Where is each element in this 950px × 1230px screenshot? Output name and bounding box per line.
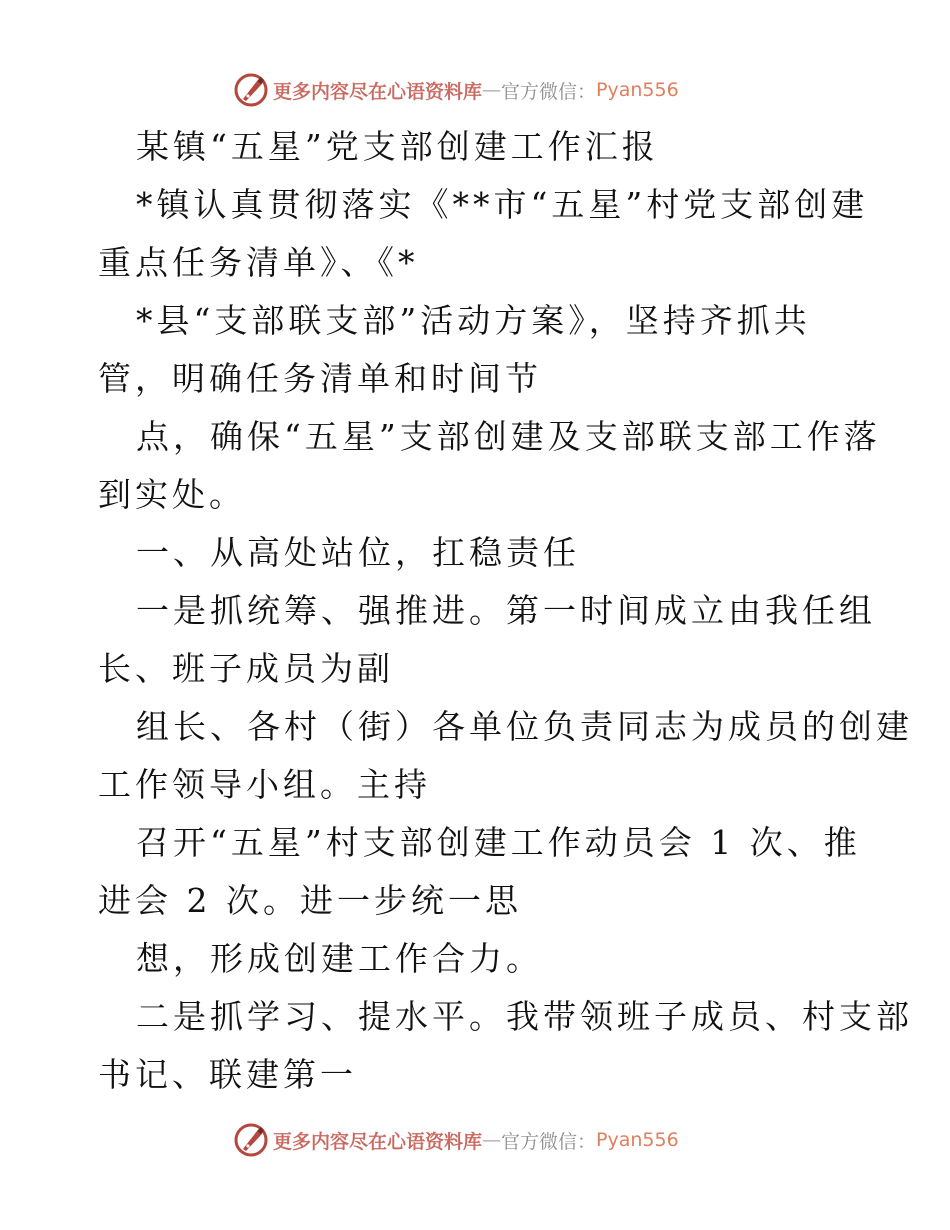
paragraph-line: 长、班子成员为副	[98, 649, 394, 688]
paragraph-line: *镇认真贯彻落实《**市“五星”村党支部创建	[136, 185, 869, 224]
paragraph-line: 书记、联建第一	[98, 1055, 357, 1094]
watermark-official-label: 官方微信：	[501, 1130, 597, 1153]
paragraph-line: 一是抓统筹、强推进。第一时间成立由我任组	[136, 591, 876, 630]
paragraph-line: *县“支部联支部”活动方案》，坚持齐抓共	[136, 301, 811, 340]
section-heading: 一、从高处站位，扛稳责任	[136, 533, 580, 572]
watermark-official-label: 官方微信：	[501, 80, 597, 103]
paragraph-line: 二是抓学习、提水平。我带领班子成员、村支部	[136, 997, 913, 1036]
paragraph-line: 点，确保“五星”支部创建及支部联支部工作落	[136, 417, 881, 456]
footer-watermark	[233, 1120, 753, 1160]
header-watermark	[233, 70, 753, 110]
pen-nib-logo-icon	[233, 72, 269, 108]
pen-nib-logo-icon	[233, 1122, 269, 1158]
paragraph-line: 组长、各村（街）各单位负责同志为成员的创建	[136, 707, 913, 746]
paragraph-line: 工作领导小组。主持	[98, 765, 431, 804]
watermark-main-text: 更多内容尽在心语资料库	[273, 1130, 483, 1153]
paragraph-line: 想，形成创建工作合力。	[136, 939, 543, 978]
watermark-main-text: 更多内容尽在心语资料库	[273, 80, 483, 103]
paragraph-line: 管，明确任务清单和时间节	[98, 359, 542, 398]
watermark-wechat-id: Pyan556	[596, 79, 679, 101]
watermark-separator: —	[482, 1129, 502, 1151]
watermark-wechat-id: Pyan556	[596, 1129, 679, 1151]
paragraph-line: 进会 2 次。进一步统一思	[98, 881, 522, 920]
paragraph-line: 召开“五星”村支部创建工作动员会 1 次、推	[136, 823, 861, 862]
paragraph-line: 重点任务清单》、《*	[98, 243, 419, 282]
document-title: 某镇“五星”党支部创建工作汇报	[136, 127, 659, 166]
paragraph-line: 到实处。	[98, 475, 246, 514]
watermark-separator: —	[482, 79, 502, 101]
